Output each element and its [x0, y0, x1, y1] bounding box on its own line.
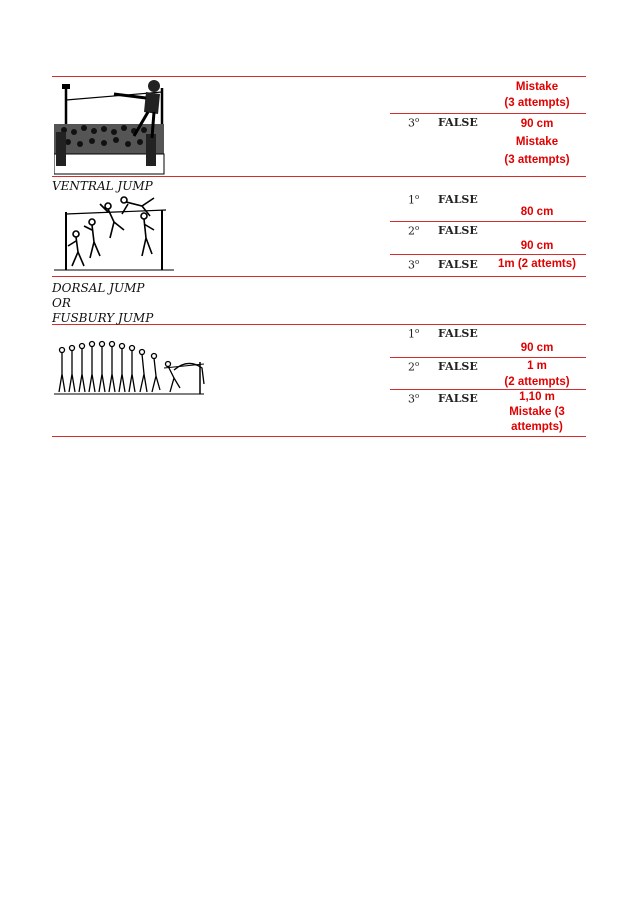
attempt-result: FALSE — [438, 193, 478, 206]
attempt-result: FALSE — [438, 360, 478, 373]
table-rule — [52, 176, 586, 177]
attempt-result: FALSE — [438, 327, 478, 340]
section-label-fusbury: FUSBURY JUMP — [52, 311, 154, 325]
table-rule — [390, 254, 586, 255]
table-rule — [52, 276, 586, 277]
result-value: 1m (2 attemts) — [498, 258, 576, 270]
attempt-result: FALSE — [438, 258, 478, 271]
table-rule — [390, 113, 586, 114]
attempt-number: 3$^o$ — [408, 116, 420, 130]
result-value: 1 m (2 attempts) — [504, 360, 570, 388]
attempt-number: 2$^o$ — [408, 224, 420, 238]
result-value: Mistake (3 attempts) — [504, 81, 570, 109]
attempt-result: FALSE — [438, 116, 478, 129]
result-value: 90 cm — [520, 342, 554, 354]
attempt-number: 3$^o$ — [408, 258, 420, 272]
section-label-ventral: VENTRAL JUMP — [52, 179, 153, 193]
attempt-result: FALSE — [438, 224, 478, 237]
result-value: 90 cm Mistake (3 attempts) — [504, 118, 570, 166]
attempt-number: 1$^o$ — [408, 193, 420, 207]
table-rule — [390, 221, 586, 222]
scissors-jump-illustration — [54, 80, 174, 176]
section-label-dorsal: DORSAL JUMP — [52, 281, 145, 295]
result-value: 80 cm — [520, 206, 554, 218]
table-rule — [52, 436, 586, 437]
dorsal-jump-illustration — [54, 334, 214, 406]
attempt-number: 2$^o$ — [408, 360, 420, 374]
attempt-number: 3$^o$ — [408, 392, 420, 406]
section-label-or: OR — [52, 296, 71, 310]
ventral-jump-illustration — [54, 186, 174, 274]
table-rule — [52, 76, 586, 77]
result-value: 1,10 m Mistake (3 attempts) — [509, 391, 565, 433]
attempt-result: FALSE — [438, 392, 478, 405]
result-value: 90 cm — [520, 240, 554, 252]
attempt-number: 1$^o$ — [408, 327, 420, 341]
